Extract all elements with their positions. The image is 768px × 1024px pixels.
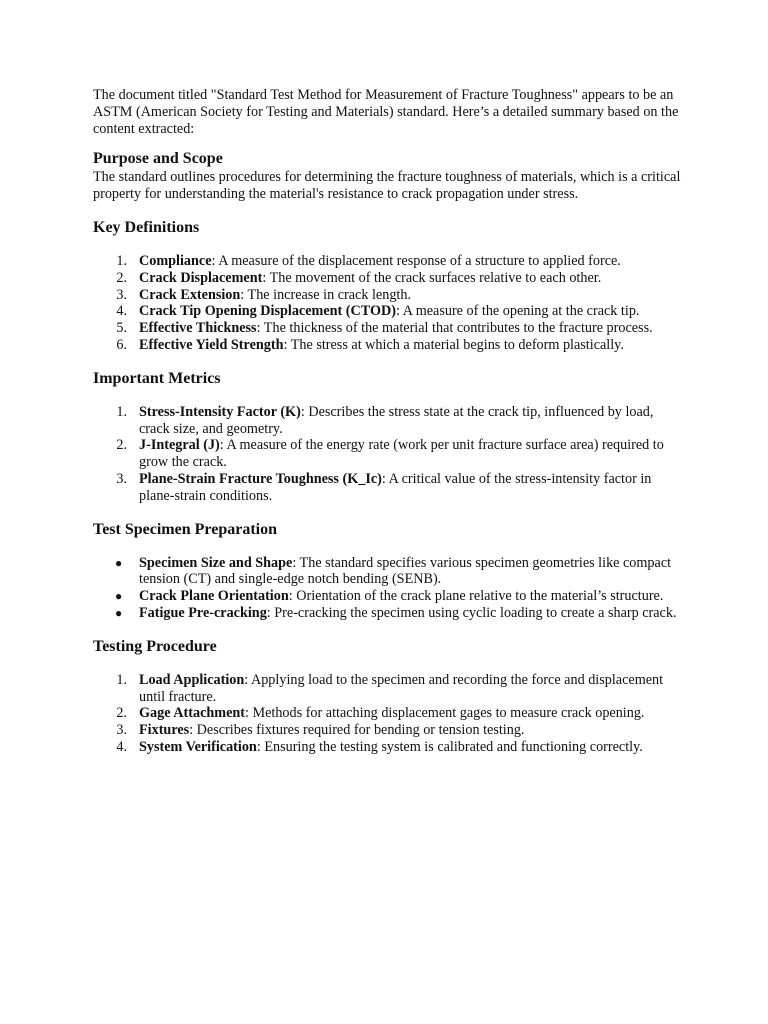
- list-number: 5.: [116, 320, 127, 337]
- list-number: 4.: [116, 303, 127, 320]
- important-metrics-list: [93, 404, 683, 505]
- list-number: 1.: [116, 253, 127, 269]
- metric-text: : Describes the stress state at the crack tip, influenced by load, crack size, and geometry.: [139, 403, 654, 437]
- bullet-icon: ●: [115, 605, 123, 620]
- list-item: [93, 253, 683, 270]
- testing-procedure-list: [93, 672, 683, 756]
- procedure-text: : Ensuring the testing system is calibrated and functioning correctly.: [256, 738, 643, 755]
- definition-text: : The stress at which a material begins to deform plastically.: [283, 336, 624, 353]
- definition-term: Compliance: [139, 253, 212, 269]
- list-item: [93, 739, 683, 756]
- list-number: 3.: [116, 470, 127, 487]
- heading-important-metrics: Important Metrics: [93, 369, 221, 387]
- metric-term: Plane-Strain Fracture Toughness (K_Ic): [139, 470, 382, 487]
- list-item: [93, 270, 683, 287]
- list-number: 2.: [116, 437, 127, 454]
- specimen-term: Specimen Size and Shape: [139, 554, 293, 571]
- purpose-paragraph: The standard outlines procedures for determining the fracture toughness of materials, which is a critical property for understanding the material's resistance to crack propagation under stress.: [93, 169, 681, 202]
- list-item: [93, 705, 683, 722]
- list-number: 1.: [116, 403, 127, 420]
- specimen-text: : The standard specifies various specimen geometries like compact tension (CT) and single-edge notch bending (SENB).: [139, 554, 672, 588]
- bullet-icon: ●: [115, 589, 123, 604]
- bullet-icon: ●: [115, 555, 123, 570]
- specimen-preparation-list: [93, 555, 683, 622]
- procedure-text: : Methods for attaching displacement gages to measure crack opening.: [245, 705, 645, 722]
- specimen-text: : Orientation of the crack plane relative to the material’s structure.: [288, 588, 664, 605]
- metric-term: Stress-Intensity Factor (K): [139, 403, 301, 420]
- list-item: [93, 287, 683, 304]
- definition-term: Crack Tip Opening Displacement (CTOD): [139, 303, 396, 320]
- definition-term: Crack Extension: [139, 286, 241, 303]
- procedure-term: Gage Attachment: [139, 705, 245, 722]
- heading-testing-procedure: Testing Procedure: [93, 637, 217, 655]
- procedure-text: : Applying load to the specimen and recording the force and displacement until fracture.: [139, 671, 664, 705]
- metric-text: : A critical value of the stress-intensity factor in plane-strain conditions.: [139, 470, 652, 504]
- definition-term: Effective Thickness: [139, 320, 257, 337]
- list-number: 4.: [116, 738, 127, 755]
- document-body: [93, 87, 683, 756]
- list-item: [93, 555, 683, 589]
- list-item: [93, 588, 683, 605]
- list-item: [93, 320, 683, 337]
- procedure-term: Fixtures: [139, 722, 190, 739]
- list-item: [93, 437, 683, 471]
- intro-paragraph: The document titled "Standard Test Method for Measurement of Fracture Toughness" appears to be an ASTM (American Society for Testing and Materials) standard. Here’s a detailed summary based on the content extracted:: [93, 87, 679, 137]
- specimen-text: : Pre-cracking the specimen using cyclic loading to create a sharp crack.: [266, 604, 677, 621]
- definition-text: : The thickness of the material that contributes to the fracture process.: [256, 320, 653, 337]
- metric-term: J-Integral (J): [139, 437, 220, 454]
- heading-key-definitions: Key Definitions: [93, 219, 200, 236]
- heading-test-specimen-preparation: Test Specimen Preparation: [93, 520, 277, 538]
- definition-term: Effective Yield Strength: [139, 336, 284, 353]
- list-item: [93, 672, 683, 706]
- list-item: [93, 605, 683, 622]
- specimen-term: Fatigue Pre-cracking: [139, 604, 267, 621]
- definition-text: : A measure of the displacement response of a structure to applied force.: [211, 253, 621, 269]
- definition-text: : A measure of the opening at the crack tip.: [395, 303, 640, 320]
- heading-purpose-and-scope: Purpose and Scope: [93, 150, 223, 167]
- list-number: 1.: [116, 671, 127, 688]
- list-item: [93, 471, 683, 505]
- list-item: [93, 722, 683, 739]
- list-item: [93, 337, 683, 354]
- list-number: 3.: [116, 722, 127, 739]
- definition-text: : The movement of the crack surfaces relative to each other.: [262, 269, 602, 286]
- definition-text: : The increase in crack length.: [240, 286, 411, 303]
- key-definitions-list: [93, 253, 683, 354]
- procedure-term: Load Application: [139, 671, 245, 688]
- list-number: 2.: [116, 705, 127, 722]
- list-item: [93, 303, 683, 320]
- specimen-term: Crack Plane Orientation: [139, 588, 289, 605]
- procedure-term: System Verification: [139, 738, 257, 755]
- metric-text: : A measure of the energy rate (work per unit fracture surface area) required to grow the crack.: [139, 437, 664, 471]
- procedure-text: : Describes fixtures required for bending or tension testing.: [189, 722, 525, 739]
- definition-term: Crack Displacement: [139, 269, 263, 286]
- list-number: 3.: [116, 286, 127, 303]
- list-item: [93, 404, 683, 438]
- list-number: 6.: [116, 336, 127, 353]
- list-number: 2.: [116, 269, 127, 286]
